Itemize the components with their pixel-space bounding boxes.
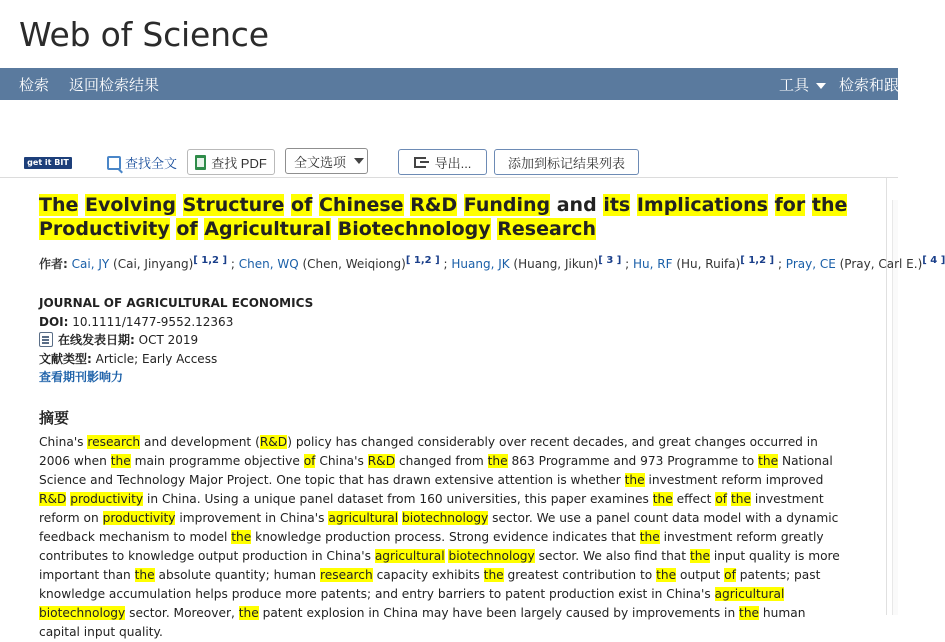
author-affiliation-link[interactable]: [ 1,2 ] bbox=[740, 255, 775, 266]
title-word-highlight: Research bbox=[497, 218, 596, 240]
abstract-word-segment: greatest contribution to bbox=[503, 567, 657, 582]
abstract-word-highlight: R&D bbox=[39, 491, 67, 506]
abstract-word-segment: effect bbox=[672, 491, 716, 506]
doctype-label: 文献类型: bbox=[39, 351, 92, 366]
abstract-word-highlight: R&D bbox=[367, 453, 396, 468]
title-word-highlight: for bbox=[774, 194, 806, 216]
title-word-highlight: Chinese bbox=[318, 194, 404, 216]
author-affiliation-link[interactable]: [ 1,2 ] bbox=[405, 255, 440, 266]
find-full-text-link[interactable] bbox=[107, 153, 177, 172]
abstract-word-highlight: agricultural bbox=[374, 548, 445, 563]
abstract-word-segment: main programme objective bbox=[130, 453, 304, 468]
export-icon bbox=[414, 157, 426, 168]
abstract-word-highlight: the bbox=[739, 605, 760, 620]
author-link[interactable]: Hu, RF bbox=[633, 257, 673, 271]
abstract-word-highlight: productivity bbox=[70, 491, 144, 506]
author-full-name: (Huang, Jikun) bbox=[509, 257, 599, 271]
nav-search-history[interactable]: 检索和跟 bbox=[839, 77, 900, 94]
author-affiliation-link[interactable]: [ 3 ] bbox=[598, 255, 622, 266]
abstract-heading: 摘要 bbox=[39, 409, 70, 427]
record-content bbox=[39, 193, 945, 642]
abstract-word-highlight: agricultural bbox=[328, 510, 399, 525]
title-word-segment bbox=[176, 194, 183, 216]
abstract-word-highlight: the bbox=[238, 605, 259, 620]
doctype-value: Article; Early Access bbox=[95, 351, 218, 366]
title-word-highlight: The bbox=[39, 194, 79, 216]
abstract-word-highlight: the bbox=[231, 529, 252, 544]
brand-header bbox=[0, 0, 898, 68]
full-text-options-dropdown[interactable] bbox=[285, 148, 368, 174]
abstract-word-segment: changed from bbox=[395, 453, 488, 468]
abstract-word-segment: input quality is more important than bbox=[39, 548, 840, 582]
abstract-word-highlight: R&D bbox=[259, 434, 288, 449]
abstract-word-highlight: biotechnology bbox=[448, 548, 535, 563]
pdf-icon bbox=[195, 155, 206, 170]
find-text-icon bbox=[107, 156, 121, 170]
title-word-highlight: Implications bbox=[636, 194, 768, 216]
abstract-word-highlight: the bbox=[656, 567, 677, 582]
title-word-segment bbox=[331, 218, 338, 240]
title-word-segment bbox=[78, 194, 85, 216]
doctype-row bbox=[39, 350, 854, 369]
abstract-word-highlight: productivity bbox=[102, 510, 176, 525]
abstract-word-segment: China's bbox=[315, 453, 368, 468]
abstract-word-segment: output bbox=[676, 567, 725, 582]
find-pdf-button[interactable] bbox=[187, 149, 275, 175]
doi-row bbox=[39, 313, 854, 332]
abstract-word-highlight: of bbox=[715, 491, 728, 506]
abstract-word-highlight: of bbox=[724, 567, 736, 582]
getit-bit-button[interactable] bbox=[24, 157, 72, 169]
abstract-word-highlight: the bbox=[639, 529, 660, 544]
find-pdf-label: 查找 PDF bbox=[211, 155, 267, 171]
title-word-highlight: of bbox=[291, 194, 313, 216]
export-label: 导出... bbox=[434, 155, 472, 171]
top-nav bbox=[0, 68, 898, 100]
nav-back-to-results[interactable]: 返回检索结果 bbox=[69, 77, 160, 94]
author-full-name: (Chen, Weiqiong) bbox=[298, 257, 406, 271]
title-word-highlight: Productivity bbox=[39, 218, 170, 240]
getit-bit-logo: get it BIT bbox=[27, 158, 69, 167]
abstract-word-segment: investment reform on bbox=[39, 491, 824, 525]
abstract-word-segment: investment reform greatly contributes to knowledge output production in China's bbox=[39, 529, 824, 563]
nav-tools-label: 工具 bbox=[779, 77, 810, 94]
abstract-word-segment: National Science and Technology Major Project. One topic that has drawn extensive attention is whether bbox=[39, 453, 833, 487]
abstract-word-highlight: biotechnology bbox=[402, 510, 489, 525]
title-word-highlight: Agricultural bbox=[204, 218, 332, 240]
title-word-highlight: the bbox=[811, 194, 848, 216]
abstract-word-segment: sector. We use a panel count data model with a dynamic feedback mechanism to model bbox=[39, 510, 839, 544]
author-full-name: (Cai, Jinyang) bbox=[109, 257, 194, 271]
title-word-segment bbox=[630, 194, 637, 216]
title-word-segment bbox=[457, 194, 464, 216]
author-full-name: (Pray, Carl E.) bbox=[835, 257, 923, 271]
title-word-highlight: Funding bbox=[463, 194, 551, 216]
abstract-word-highlight: the bbox=[758, 453, 779, 468]
title-word-segment: and bbox=[550, 194, 604, 216]
calendar-icon bbox=[39, 332, 53, 347]
abstract-word-highlight: the bbox=[730, 491, 751, 506]
title-word-highlight: its bbox=[603, 194, 631, 216]
record-toolbar bbox=[0, 100, 898, 178]
record-title bbox=[39, 193, 854, 241]
abstract-word-highlight: the bbox=[110, 453, 131, 468]
title-word-highlight: Biotechnology bbox=[337, 218, 491, 240]
author-link[interactable]: Pray, CE bbox=[785, 257, 836, 271]
doi-value: 10.1111/1477-9552.12363 bbox=[72, 314, 234, 329]
abstract-word-segment: sector. Moreover, bbox=[125, 605, 239, 620]
abstract-word-highlight: agricultural bbox=[714, 586, 785, 601]
author-link[interactable]: Chen, WQ bbox=[238, 257, 299, 271]
find-full-text-label: 查找全文 bbox=[125, 156, 178, 171]
author-full-name: (Hu, Ruifa) bbox=[672, 257, 741, 271]
abstract-word-segment: ) policy has changed considerably over recent decades, and great changes occurred in 2006 when bbox=[39, 434, 818, 468]
abstract-word-highlight: the bbox=[483, 567, 504, 582]
chevron-down-icon bbox=[354, 158, 364, 164]
abstract-word-segment: China's bbox=[39, 434, 88, 449]
app-title: Web of Science bbox=[19, 15, 269, 54]
title-word-segment bbox=[312, 194, 319, 216]
abstract-word-highlight: biotechnology bbox=[39, 605, 126, 620]
author-link[interactable]: Cai, JY bbox=[71, 257, 110, 271]
full-text-options-label: 全文选项 bbox=[294, 154, 347, 170]
nav-search[interactable]: 检索 bbox=[19, 77, 50, 94]
abstract-word-segment: 863 Programme and 973 Programme to bbox=[507, 453, 759, 468]
author-link[interactable]: Huang, JK bbox=[451, 257, 510, 271]
abstract-word-highlight: the bbox=[134, 567, 155, 582]
abstract-word-segment: sector. We also find that bbox=[534, 548, 690, 563]
abstract-text bbox=[39, 433, 847, 642]
record-meta bbox=[39, 294, 854, 387]
abstract-word-segment: investment reform improved bbox=[644, 472, 824, 487]
published-row bbox=[39, 331, 854, 350]
abstract-word-segment: improvement in China's bbox=[175, 510, 329, 525]
title-word-segment bbox=[768, 194, 775, 216]
title-word-highlight: Evolving bbox=[85, 194, 176, 216]
abstract-word-segment: capacity exhibits bbox=[372, 567, 484, 582]
panel-divider bbox=[886, 178, 887, 615]
abstract-word-segment: patent explosion in China may have been largely caused by improvements in bbox=[258, 605, 740, 620]
abstract-word-highlight: the bbox=[487, 453, 508, 468]
abstract-word-highlight: the bbox=[624, 472, 645, 487]
abstract-word-segment: absolute quantity; human bbox=[154, 567, 320, 582]
abstract-word-segment: in China. Using a unique panel dataset from 160 universities, this paper examines bbox=[143, 491, 653, 506]
abstract-word-highlight: research bbox=[320, 567, 373, 582]
abstract-word-highlight: of bbox=[303, 453, 316, 468]
abstract-word-segment: patents; past knowledge accumulation helps produce more patents; and entry barriers to patent production exist in China's bbox=[39, 567, 821, 601]
title-word-segment bbox=[805, 194, 812, 216]
nav-tools-menu[interactable] bbox=[779, 74, 826, 95]
published-label: 在线发表日期: bbox=[58, 333, 135, 347]
abstract-word-segment: and development ( bbox=[140, 434, 260, 449]
abstract-word-segment: human capital input quality. bbox=[39, 605, 806, 639]
authors-label: 作者: bbox=[39, 257, 68, 271]
abstract-word-highlight: research bbox=[87, 434, 141, 449]
chevron-down-icon bbox=[816, 83, 826, 89]
journal-name: JOURNAL OF AGRICULTURAL ECONOMICS bbox=[39, 296, 314, 310]
abstract-word-highlight: the bbox=[689, 548, 710, 563]
published-value: OCT 2019 bbox=[138, 333, 199, 347]
author-affiliation-link[interactable]: [ 4 ] bbox=[922, 255, 945, 266]
title-word-highlight: Structure bbox=[182, 194, 285, 216]
add-to-marked-list-button[interactable]: 添加到标记结果列表 bbox=[494, 149, 639, 175]
authors-line: 作者: Cai, JY (Cai, Jinyang)[ 1,2 ] ; Chen, WQ (Chen, Weiqiong)[ 1,2 ] ; Huang, JK (Huang, Jikun)[ 3 ] ; Hu, RF (Hu, Ruifa)[ 1,2 ] ; Pray, CE (Pray, Carl E.)[ 4 ] bbox=[39, 255, 945, 271]
title-word-highlight: R&D bbox=[410, 194, 458, 216]
abstract-word-highlight: the bbox=[652, 491, 673, 506]
journal-impact-link[interactable]: 查看期刊影响力 bbox=[39, 370, 124, 384]
export-button[interactable] bbox=[398, 149, 487, 175]
title-word-highlight: of bbox=[176, 218, 198, 240]
abstract-word-segment: knowledge production process. Strong evidence indicates that bbox=[251, 529, 640, 544]
author-affiliation-link[interactable]: [ 1,2 ] bbox=[193, 255, 228, 266]
doi-label: DOI: bbox=[39, 314, 69, 329]
